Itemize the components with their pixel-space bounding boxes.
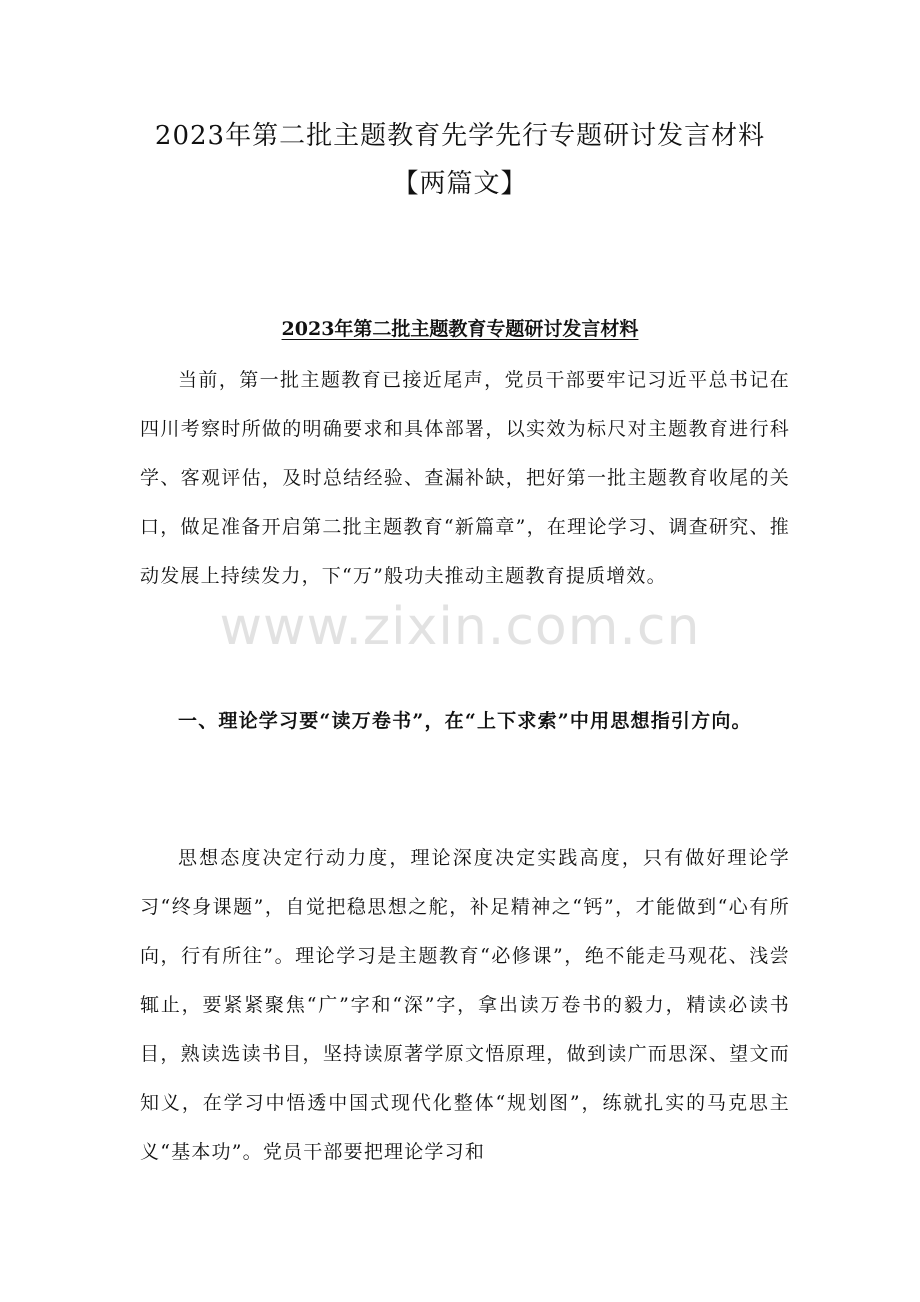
section-title: 2023年第二批主题教育专题研讨发言材料 — [281, 318, 639, 340]
document-title-line-2: 【两篇文】 — [392, 169, 528, 199]
document-title — [60, 112, 860, 208]
watermark-text: www.zixin.com.cn — [219, 597, 701, 657]
document-title-line-1: 2023年第二批主题教育先学先行专题研讨发言材料 — [154, 121, 766, 151]
paragraph-theory-study: 思想态度决定行动力度，理论深度决定实践高度，只有做好理论学习“终身课题”，自觉把稳思想之舵，补足精神之“钙”，才能做到“心有所向，行有所往”。理论学习是主题教育“必修课”，绝不能走马观花、浅尝辄止，要紧紧聚焦“广”字和“深”字，拿出读万卷书的毅力，精读必读书目，熟读选读书目，坚持读原著学原文悟原理，做到读广而思深、望文而知义，在学习中悟透中国式现代化整体“规划图”，练就扎实的马克思主义“基本功”。党员干部要把理论学习和 — [140, 847, 790, 1163]
heading-theory-study: 一、理论学习要“读万卷书”，在“上下求索”中用思想指引方向。 — [178, 710, 752, 732]
paragraph-intro: 当前，第一批主题教育已接近尾声，党员干部要牢记习近平总书记在四川考察时所做的明确要求和具体部署，以实效为标尺对主题教育进行科学、客观评估，及时总结经验、查漏补缺，把好第一批主题教育收尾的关口，做足准备开启第二批主题教育“新篇章”，在理论学习、调查研究、推动发展上持续发力，下“万”般功夫推动主题教育提质增效。 — [140, 369, 790, 587]
